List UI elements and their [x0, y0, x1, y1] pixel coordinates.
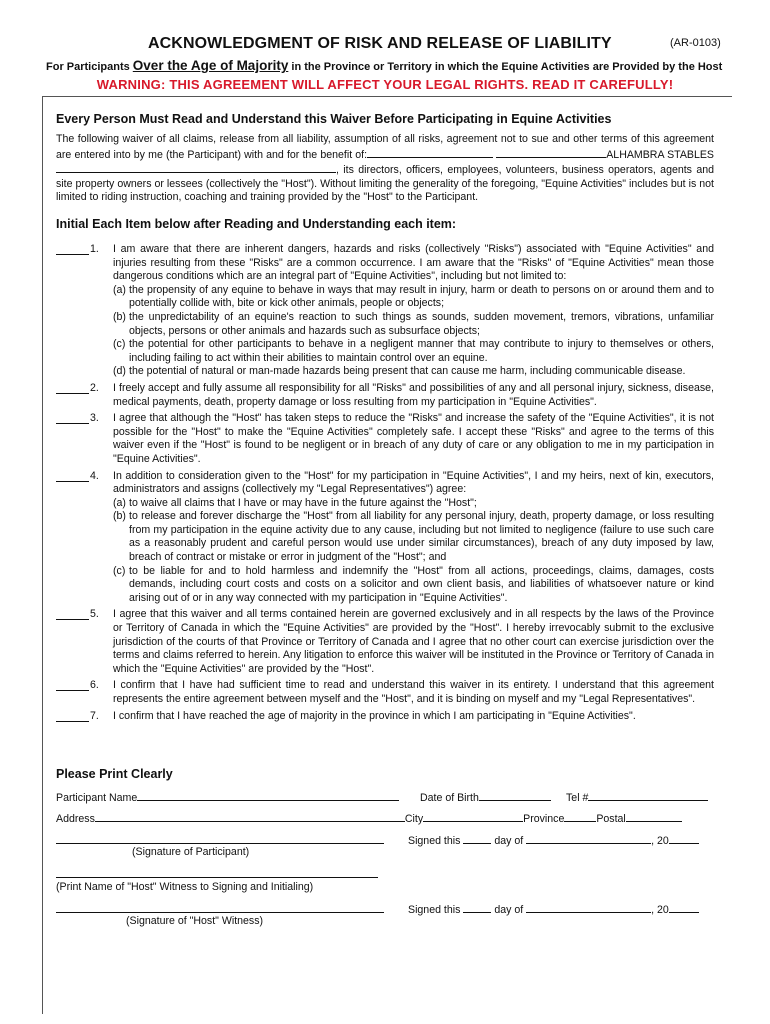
tel-line[interactable]: [588, 790, 708, 801]
initial-blank[interactable]: [56, 679, 89, 691]
witness-print-blank[interactable]: [56, 867, 378, 878]
witness-signed-date[interactable]: [408, 902, 699, 916]
subclause-label: (b): [113, 510, 126, 523]
initial-blank[interactable]: [56, 243, 89, 255]
item-number: 5.: [90, 608, 99, 621]
host-blank-1[interactable]: [367, 147, 493, 158]
subclause-label: (a): [113, 283, 126, 296]
city-label: City: [404, 813, 424, 825]
address-line[interactable]: [95, 811, 405, 822]
item-number: 6.: [90, 679, 99, 692]
day-of-label-1: day of: [494, 835, 524, 847]
warning-banner: WARNING: THIS AGREEMENT WILL AFFECT YOUR LEGAL RIGHTS. READ IT CAREFULLY!: [96, 77, 674, 92]
item-subclause: [113, 510, 714, 564]
province-line[interactable]: [564, 811, 596, 822]
address-label: Address: [56, 813, 95, 825]
item-text: I am aware that there are inherent dangers, hazards and risks (collectively "Risks") associated with "Equine Activities" and injuries resulting from these "Risks" are a common occurrence. I am aware that the "Risks" of "Equine Activities" mean those dangerous conditions which are an integral part of "Equine Activities", including but not limited to:: [113, 243, 714, 283]
subclause-label: (b): [113, 310, 126, 323]
item-number: 1.: [90, 243, 99, 255]
item-subclause: [113, 365, 714, 379]
subclause-text: the potential for other participants to behave in a negligent manner that may contribute to injury to themselves or others, including failing to act within their abilities to maintain control over an equine.: [129, 338, 714, 364]
subclause-text: the unpredictability of an equine's reaction to such things as sounds, sudden movement, tremors, vibrations, unfamiliar objects, persons or other animals and hazards such as subsurface objects;: [129, 310, 714, 337]
waiver-item: [56, 608, 714, 676]
document-title: ACKNOWLEDGMENT OF RISK AND RELEASE OF LIABILITY: [148, 35, 612, 52]
participant-name-field[interactable]: [56, 790, 399, 804]
dob-field[interactable]: [420, 790, 551, 804]
waiver-item: [56, 243, 714, 379]
witness-print-line[interactable]: [56, 867, 378, 881]
waiver-item: [56, 412, 714, 466]
signed-this-label-2: Signed this: [408, 904, 461, 916]
waiver-items: [56, 243, 714, 726]
intro-paragraph: [56, 133, 714, 205]
initial-blank[interactable]: [56, 382, 89, 394]
signed-this-label-1: Signed this: [408, 835, 461, 847]
item-subclause: [113, 338, 714, 365]
initial-blank[interactable]: [56, 412, 89, 424]
address-field[interactable]: [56, 811, 682, 825]
item-subclause: [113, 284, 714, 311]
signed-month-line-2[interactable]: [526, 902, 651, 913]
tel-field[interactable]: [566, 790, 708, 804]
witness-signature-line[interactable]: [56, 902, 384, 916]
item-text: I agree that this waiver and all terms contained herein are governed exclusively and in all respects by the laws of the Province or Territory of Canada in which the "Equine Activities" are provided by the "Host". I hereby irrevocably submit to the exclusive jurisdiction of the courts of that Province or Territory of Canada and I agree that no other court can exercise jurisdiction over the terms and claims referred to herein. Any litigation to enforce this waiver will be instituted in the Province or Territory of Canada in which the "Equine Activities" are provided by the "Host".: [113, 608, 714, 675]
subclause-label: (c): [113, 564, 126, 577]
participant-name-line[interactable]: [137, 790, 399, 801]
dob-line[interactable]: [479, 790, 551, 801]
signed-day-line-2[interactable]: [463, 902, 491, 913]
item-subclause: [113, 497, 714, 511]
witness-print-caption: (Print Name of "Host" Witness to Signing and Initialing): [56, 881, 314, 893]
subclause-label: (d): [113, 365, 126, 378]
host-blank-2[interactable]: [496, 147, 606, 158]
host-blank-3[interactable]: [56, 162, 336, 173]
year-label-1: , 20: [651, 835, 669, 847]
item-text: I confirm that I have reached the age of majority in the province in which I am participating in "Equine Activities".: [113, 709, 636, 722]
province-label: Province: [523, 813, 565, 825]
section-heading-initial: Initial Each Item below after Reading and Understanding each item:: [56, 217, 457, 231]
subclause-label: (a): [113, 496, 126, 509]
subclause-text: the potential of natural or man-made hazards being present that can cause me harm, including communicable disease.: [129, 365, 686, 378]
host-name: ALHAMBRA STABLES: [606, 148, 714, 161]
signed-day-line-1[interactable]: [463, 833, 491, 844]
intro-text-a: The following waiver of all claims, release from all liability, assumption of all risks, agreement not to sue and other terms of this agreement are entered into by me (the Participant) with and for the benefit of:: [56, 133, 714, 161]
waiver-item: [56, 710, 714, 724]
section-heading-read: Every Person Must Read and Understand this Waiver Before Participating in Equine Activities: [56, 112, 612, 126]
waiver-item: [56, 679, 714, 706]
item-number: 7.: [90, 709, 99, 722]
postal-line[interactable]: [626, 811, 682, 822]
year-label-2: , 20: [651, 904, 669, 916]
signed-year-line-1[interactable]: [669, 833, 699, 844]
postal-label: Postal: [596, 813, 626, 825]
participant-signed-date[interactable]: [408, 833, 699, 847]
initial-blank[interactable]: [56, 710, 89, 722]
item-text: I agree that although the "Host" has taken steps to reduce the "Risks" and increase the safety of the "Equine Activities", it is not possible for the "Host" to make the "Equine Activities" completely safe. I accept these "Risks" and agree to the terms of this waiver even if the "Host" is found to be negligent or in breach of any duty of care or any obligation to me in my participation in "Equine Activities".: [113, 412, 714, 465]
initial-blank[interactable]: [56, 608, 89, 620]
subtitle: [46, 58, 736, 73]
item-number: 3.: [90, 412, 99, 425]
item-text: I freely accept and fully assume all responsibility for all "Risks" and possibilities of any and all personal injury, sickness, disease, medical payments, death, property damage or loss resulting from my participation in "Equine Activities".: [113, 381, 714, 408]
signed-year-line-2[interactable]: [669, 902, 699, 913]
participant-signature-caption: (Signature of Participant): [132, 846, 250, 858]
item-number: 2.: [90, 381, 99, 394]
witness-signature-caption: (Signature of "Host" Witness): [126, 915, 264, 927]
initial-blank[interactable]: [56, 470, 89, 482]
subclause-text: the propensity of any equine to behave in ways that may result in injury, harm or death to persons on or around them and to potentially collide with, bite or kick other animals, people or objects;: [129, 283, 714, 310]
dob-label: Date of Birth: [420, 792, 479, 804]
waiver-item: [56, 382, 714, 409]
subtitle-post: in the Province or Territory in which the Equine Activities are Provided by the Host: [288, 61, 723, 73]
form-heading: Please Print Clearly: [56, 767, 173, 781]
item-subclause: [113, 311, 714, 338]
participant-signature-line[interactable]: [56, 833, 384, 847]
subtitle-pre: For Participants: [46, 61, 133, 73]
item-number: 4.: [90, 469, 99, 482]
participant-signature-blank[interactable]: [56, 833, 384, 844]
waiver-item: [56, 470, 714, 606]
witness-signature-blank[interactable]: [56, 902, 384, 913]
title-row: [0, 35, 770, 55]
subclause-text: to be liable for and to hold harmless and indemnify the "Host" from all actions, proceedings, claims, damages, costs demands, including court costs and costs on a solicitor and own client basis, and liabilities of whatsoever nature or kind arising out of or in any way connected with my participation in "Equine Activities".: [129, 564, 714, 604]
item-text: I confirm that I have had sufficient time to read and understand this waiver in its entirety. I understand that this agreement represents the entire agreement between myself and the "Host", and it is binding on myself and my "Legal Representatives".: [113, 679, 714, 705]
subclause-label: (c): [113, 338, 126, 351]
subclause-text: to waive all claims that I have or may have in the future against the "Host";: [129, 496, 477, 509]
item-subclause: [113, 565, 714, 606]
item-text: In addition to consideration given to the "Host" for my participation in "Equine Activities", I and my heirs, next of kin, executors, administrators and assigns (collectively my "Legal Representatives") agree:: [113, 469, 714, 496]
intro-text-b: , its directors, officers, employees, volunteers, business operators, agents and site property owners or lessees (collectively the "Host"). Without limiting the generality of the foregoing, "Equine Activities" includes but is not limited to riding instruction, coaching and training provided by the "Host" to the Participant.: [56, 164, 714, 204]
signed-month-line-1[interactable]: [526, 833, 651, 844]
form-code: (AR-0103): [670, 37, 721, 49]
participant-name-label: Participant Name: [56, 792, 138, 804]
day-of-label-2: day of: [494, 904, 524, 916]
subtitle-emphasis: Over the Age of Majority: [132, 58, 289, 73]
tel-label: Tel #: [566, 792, 589, 804]
city-line[interactable]: [423, 811, 523, 822]
subclause-text: to release and forever discharge the "Host" from all liability for any personal injury, death, property damage, or loss resulting from my participation in the equine activity due to any cause, including but not limited to negligence (failure to use such care as a reasonably prudent and careful person would use under similar circumstances), breach of any duty imposed by law, breach of contract or mistake or error in judgment of the "Host"; and: [129, 510, 714, 564]
